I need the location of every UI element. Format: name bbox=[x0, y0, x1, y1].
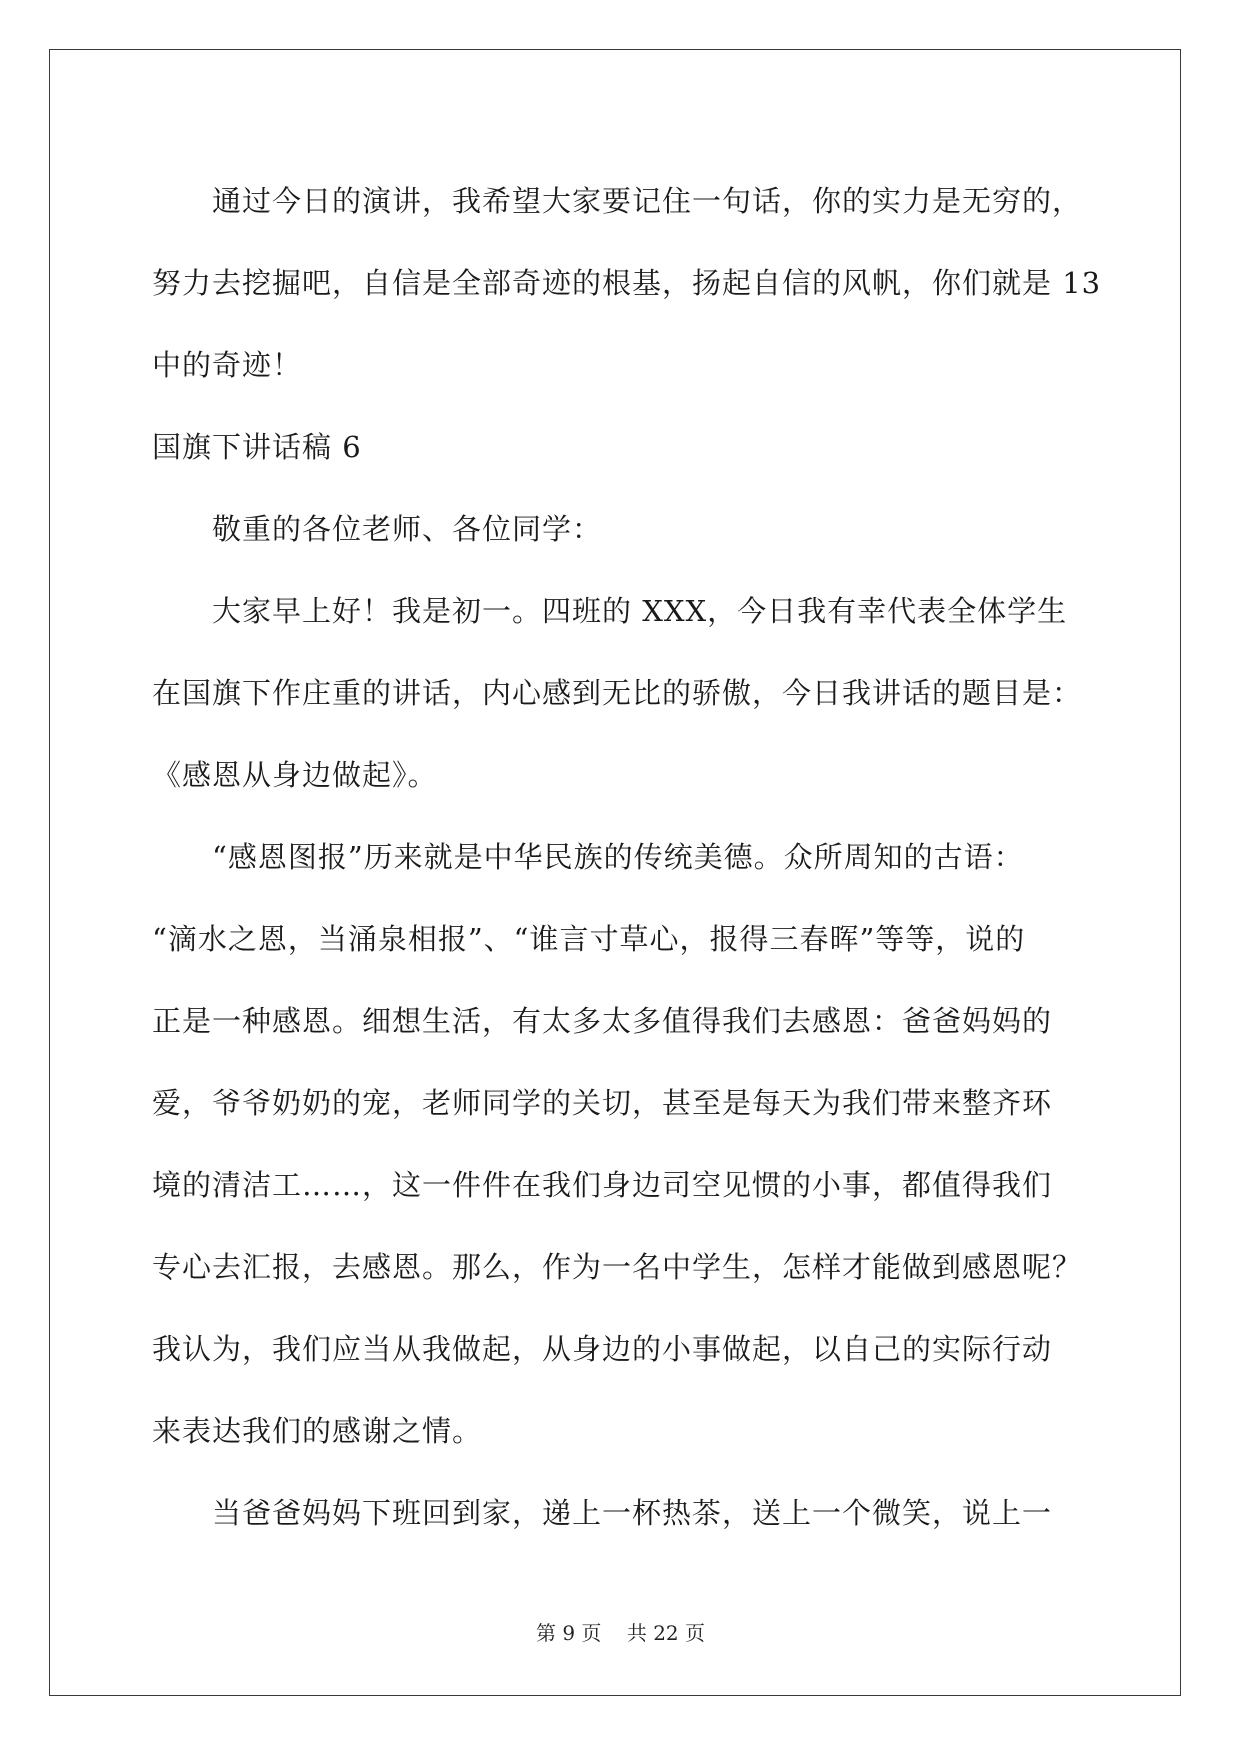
paragraph-line: 通过今日的演讲，我希望大家要记住一句话，你的实力是无穷的， bbox=[212, 184, 1083, 218]
paragraph-line: 努力去挖掘吧，自信是全部奇迹的根基，扬起自信的风帆，你们就是 13 bbox=[152, 266, 1102, 300]
page-number: 第 9 页 共 22 页 bbox=[535, 1621, 706, 1645]
paragraph-line: 境的清洁工……，这一件件在我们身边司空见惯的小事，都值得我们 bbox=[152, 1168, 1053, 1202]
paragraph-line: “滴水之恩，当涌泉相报”、“谁言寸草心，报得三春晖”等等，说的 bbox=[152, 922, 1026, 956]
document-body bbox=[152, 160, 1112, 1554]
paragraph-line: 爱，爷爷奶奶的宠，老师同学的关切，甚至是每天为我们带来整齐环 bbox=[152, 1086, 1053, 1120]
paragraph-line: 在国旗下作庄重的讲话，内心感到无比的骄傲，今日我讲话的题目是： bbox=[152, 676, 1083, 710]
paragraph-line: 当爸爸妈妈下班回到家，递上一杯热茶，送上一个微笑，说上一 bbox=[212, 1496, 1053, 1530]
paragraph-line: 正是一种感恩。细想生活，有太多太多值得我们去感恩：爸爸妈妈的 bbox=[152, 1004, 1053, 1038]
paragraph-line: “感恩图报”历来就是中华民族的传统美德。众所周知的古语： bbox=[212, 840, 1024, 874]
paragraph-line: 《感恩从身边做起》。 bbox=[152, 758, 438, 792]
paragraph-line: 我认为，我们应当从我做起，从身边的小事做起，以自己的实际行动 bbox=[152, 1332, 1053, 1366]
paragraph-line: 专心去汇报，去感恩。那么，作为一名中学生，怎样才能做到感恩呢？ bbox=[152, 1250, 1083, 1284]
paragraph-line: 大家早上好！我是初一。四班的 XXX，今日我有幸代表全体学生 bbox=[212, 594, 1068, 628]
paragraph-line: 中的奇迹！ bbox=[152, 348, 303, 382]
section-heading: 国旗下讲话稿 6 bbox=[152, 430, 362, 464]
paragraph-line: 来表达我们的感谢之情。 bbox=[152, 1414, 483, 1448]
salutation-line: 敬重的各位老师、各位同学： bbox=[212, 512, 603, 546]
